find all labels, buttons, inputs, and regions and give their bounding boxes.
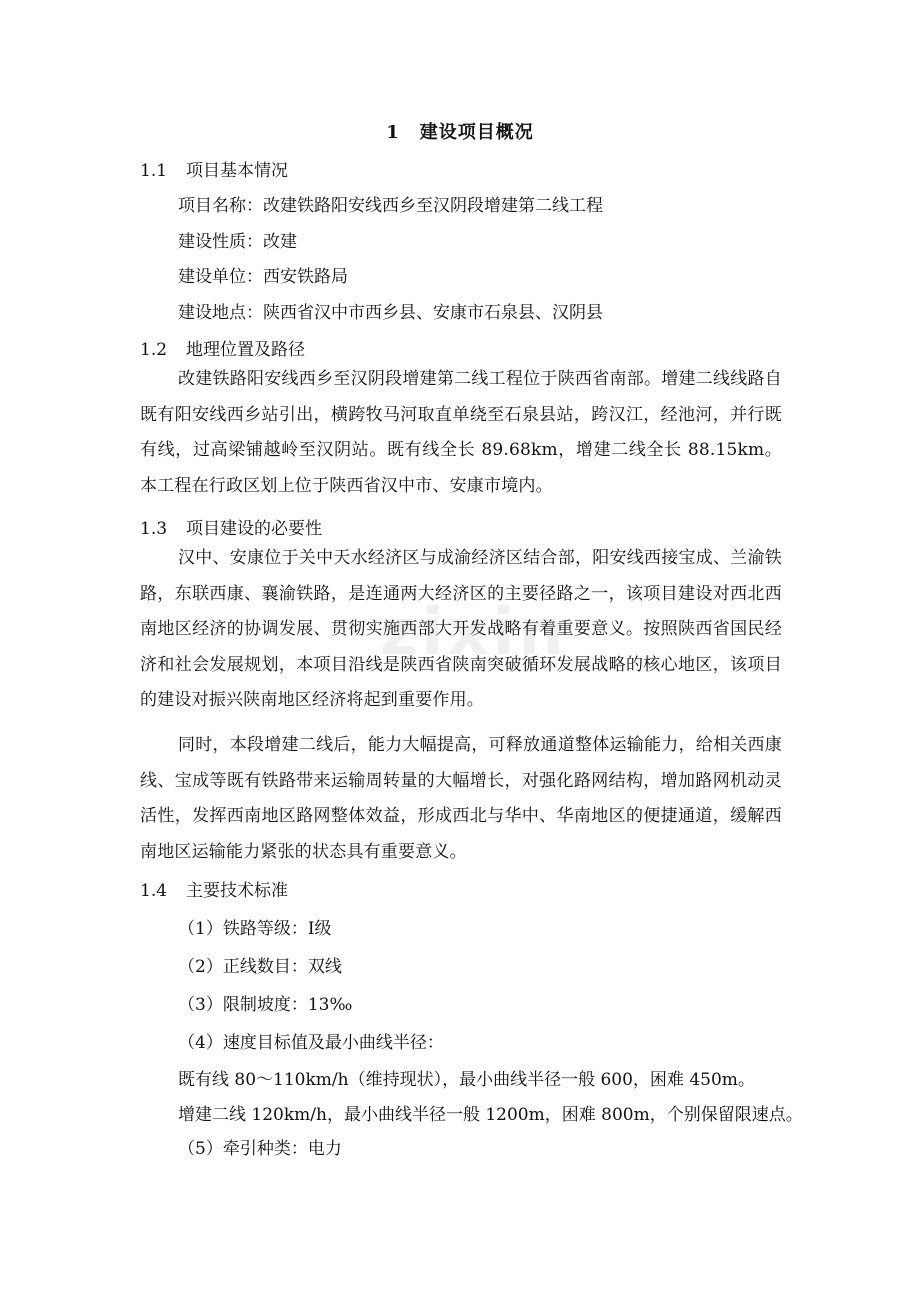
location-paragraph: 改建铁路阳安线西乡至汉阴段增建第二线工程位于陕西省南部。增建二线线路自既有阳安线西乡站引出，横跨牧马河取直单绕至石泉县站，跨汉江，经池河，并行既有线，过高梁铺越岭至汉阴站。既有线全长 89.68km，增建二线全长 88.15km。本工程在行政区划上位于陕西省汉中市、安康市境内。 xyxy=(140,369,782,496)
standard-item-4: （4）速度目标值及最小曲线半径： xyxy=(178,1033,444,1053)
standard-item-5: （5）牵引种类：电力 xyxy=(178,1139,342,1159)
necessity-paragraph-1: 汉中、安康位于关中天水经济区与成渝经济区结合部，阳安线西接宝成、兰渝铁路，东联西康、襄渝铁路，是连通两大经济区的主要径路之一，该项目建设对西北西南地区经济的协调发展、贯彻实施西部大开发战略有着重要意义。按照陕西省国民经济和社会发展规划，本项目沿线是陕西省陕南突破循环发展战略的核心地区，该项目的建设对振兴陕南地区经济将起到重要作用。 xyxy=(140,548,782,710)
section-number: 1.1 xyxy=(140,161,168,181)
chapter-number: 1 xyxy=(386,122,400,143)
necessity-paragraph-2: 同时，本段增建二线后，能力大幅提高，可释放通道整体运输能力，给相关西康线、宝成等既有铁路带来运输周转量的大幅增长，对强化路网结构，增加路网机动灵活性，发挥西南地区路网整体效益，形成西北与华中、华南地区的便捷通道，缓解西南地区运输能力紧张的状态具有重要意义。 xyxy=(140,735,782,862)
project-unit-line: 建设单位：西安铁路局 xyxy=(178,267,348,287)
section-title: 项目基本情况 xyxy=(186,161,288,181)
project-location-line: 建设地点：陕西省汉中市西乡县、安康市石泉县、汉阴县 xyxy=(178,303,603,323)
second-line-spec: 增建二线 120km/h，最小曲线半径一般 1200m，困难 800m，个别保留限速点。 xyxy=(178,1105,803,1125)
section-heading-1-4 xyxy=(140,876,288,901)
section-number: 1.2 xyxy=(140,340,168,360)
section-title: 主要技术标准 xyxy=(186,881,288,901)
project-name-line: 项目名称：改建铁路阳安线西乡至汉阴段增建第二线工程 xyxy=(178,196,603,216)
section-title: 地理位置及路径 xyxy=(186,340,305,360)
project-nature-line: 建设性质：改建 xyxy=(178,232,297,252)
section-heading-1-1 xyxy=(140,156,288,181)
standard-item-2: （2）正线数目：双线 xyxy=(178,957,342,977)
existing-line-spec: 既有线 80～110km/h（维持现状），最小曲线半径一般 600，困难 450m。 xyxy=(178,1070,755,1090)
section-heading-1-2 xyxy=(140,335,305,360)
section-number: 1.4 xyxy=(140,881,168,901)
section-title: 项目建设的必要性 xyxy=(186,519,322,539)
section-heading-1-3 xyxy=(140,514,322,539)
standard-item-3: （3）限制坡度：13‰ xyxy=(178,995,353,1015)
watermark: zixin xyxy=(380,596,568,670)
standard-item-1: （1）铁路等级：Ⅰ级 xyxy=(178,919,332,939)
section-number: 1.3 xyxy=(140,519,168,539)
chapter-title xyxy=(0,118,920,144)
chapter-title-text: 建设项目概况 xyxy=(419,122,534,143)
